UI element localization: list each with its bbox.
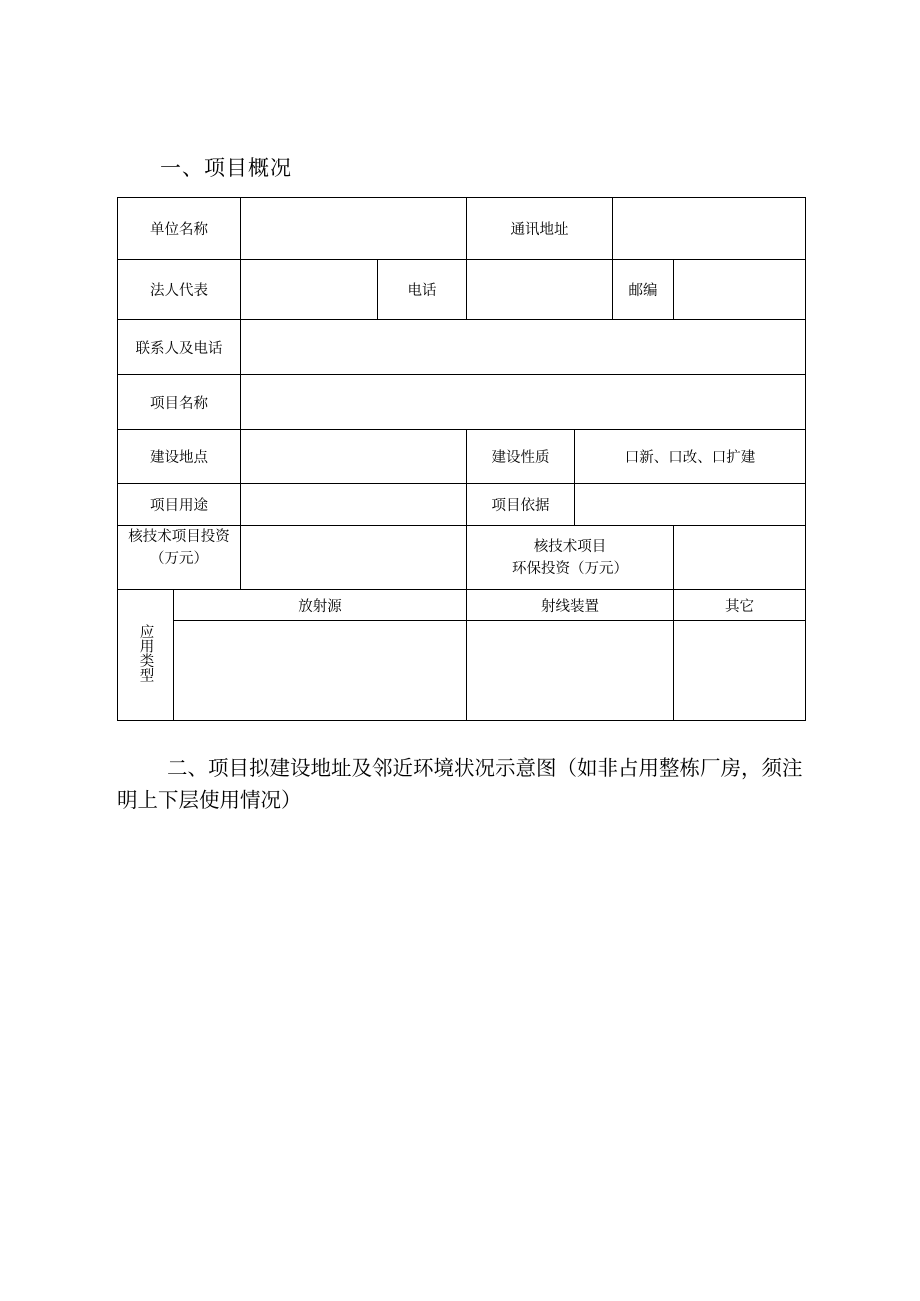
investment-field[interactable] (241, 526, 467, 590)
address-field[interactable] (613, 198, 806, 260)
app-col-other: 其它 (674, 590, 806, 621)
app-field-radioactive-source[interactable] (174, 621, 467, 721)
phone-label: 电话 (378, 260, 467, 320)
investment-label-line1: 核技术项目投资 (128, 529, 230, 545)
section-2-heading: 二、项目拟建设地址及邻近环境状况示意图（如非占用整栋厂房，须注明上下层使用情况） (117, 756, 803, 812)
app-field-ray-device[interactable] (467, 621, 674, 721)
env-investment-label-line2: 环保投资（万元） (512, 560, 628, 577)
section-1-heading: 一、项目概况 (160, 156, 292, 180)
phone-field[interactable] (467, 260, 613, 320)
application-type-cell (118, 590, 174, 721)
app-col-radioactive-source: 放射源 (174, 590, 467, 621)
basis-label: 项目依据 (467, 484, 575, 526)
env-investment-label (467, 526, 674, 590)
env-investment-field[interactable] (674, 526, 806, 590)
purpose-field[interactable] (241, 484, 467, 526)
purpose-label: 项目用途 (118, 484, 241, 526)
application-type-label: 应用类型 (137, 624, 154, 682)
project-overview-table (117, 197, 806, 721)
investment-label-line2: （万元） (150, 551, 208, 567)
project-name-field[interactable] (241, 375, 806, 430)
app-col-ray-device: 射线装置 (467, 590, 674, 621)
nature-label: 建设性质 (467, 430, 575, 484)
project-name-label: 项目名称 (118, 375, 241, 430)
investment-label (118, 526, 241, 590)
basis-field[interactable] (575, 484, 806, 526)
legal-rep-label: 法人代表 (118, 260, 241, 320)
location-field[interactable] (241, 430, 467, 484)
address-label: 通讯地址 (467, 198, 613, 260)
app-field-other[interactable] (674, 621, 806, 721)
env-investment-label-line1: 核技术项目 (533, 538, 607, 555)
postcode-field[interactable] (674, 260, 806, 320)
contact-label: 联系人及电话 (118, 320, 241, 375)
legal-rep-field[interactable] (241, 260, 378, 320)
unit-name-label: 单位名称 (118, 198, 241, 260)
location-label: 建设地点 (118, 430, 241, 484)
postcode-label: 邮编 (613, 260, 674, 320)
contact-field[interactable] (241, 320, 806, 375)
unit-name-field[interactable] (241, 198, 467, 260)
nature-options[interactable]: 口新、口改、口扩建 (575, 430, 806, 484)
